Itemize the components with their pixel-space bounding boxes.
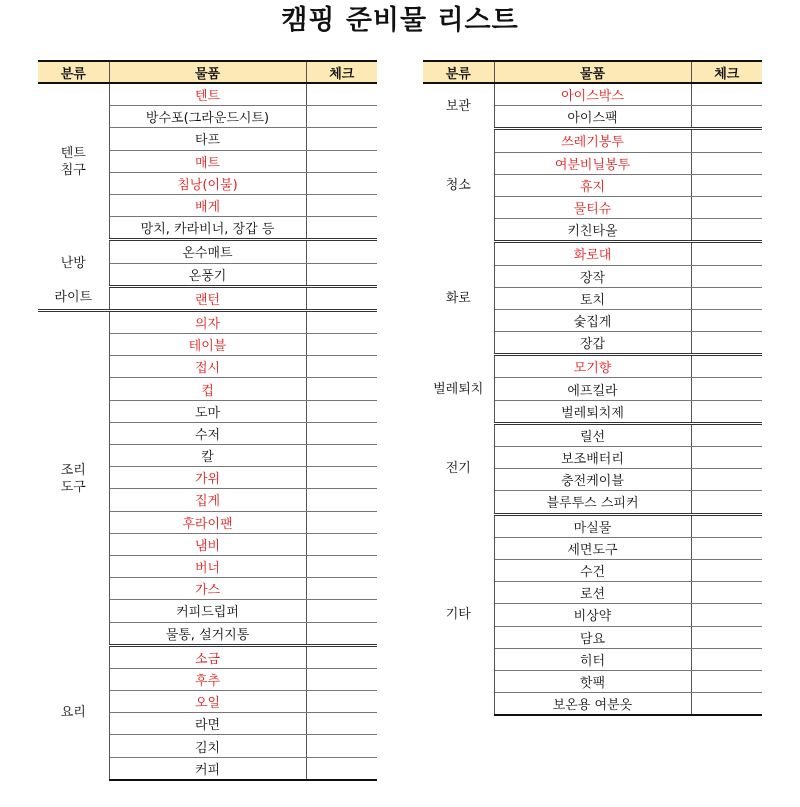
item-cell: 매트 [109,150,306,172]
item-cell: 접시 [109,356,306,378]
check-cell[interactable] [306,445,377,467]
check-cell[interactable] [306,422,377,444]
check-cell[interactable] [306,578,377,600]
right-checklist-table [423,60,762,716]
table-row [38,310,377,333]
check-cell[interactable] [306,489,377,511]
check-cell[interactable] [691,491,762,514]
item-cell: 수건 [494,559,691,581]
item-cell: 아이스팩 [494,106,691,129]
check-cell[interactable] [306,83,377,106]
item-cell: 배게 [109,194,306,216]
item-cell: 텐트 [109,83,306,106]
item-cell: 수저 [109,422,306,444]
item-cell: 키친타올 [494,219,691,242]
check-cell[interactable] [306,263,377,286]
table-row [423,355,762,378]
item-cell: 랜턴 [109,286,306,310]
check-cell[interactable] [691,423,762,446]
check-cell[interactable] [691,287,762,309]
table-row [38,645,377,668]
header-check: 체크 [691,61,762,83]
item-cell: 집게 [109,489,306,511]
check-cell[interactable] [306,400,377,422]
check-cell[interactable] [691,626,762,648]
check-cell[interactable] [306,735,377,757]
check-cell[interactable] [306,310,377,333]
check-cell[interactable] [306,600,377,622]
check-cell[interactable] [306,128,377,150]
item-cell: 후라이팬 [109,511,306,533]
item-cell: 도마 [109,400,306,422]
check-cell[interactable] [691,106,762,129]
check-cell[interactable] [691,242,762,265]
table-row [38,240,377,263]
item-cell: 마실물 [494,514,691,537]
item-cell: 에프킬라 [494,378,691,400]
item-cell: 보온용 여분옷 [494,693,691,716]
check-cell[interactable] [691,582,762,604]
item-cell: 가위 [109,467,306,489]
check-cell[interactable] [306,691,377,713]
check-cell[interactable] [691,693,762,716]
category-cell: 조리 도구 [38,310,109,645]
check-cell[interactable] [691,355,762,378]
check-cell[interactable] [691,447,762,469]
item-cell: 냄비 [109,533,306,555]
item-cell: 테이블 [109,334,306,356]
item-cell: 라면 [109,713,306,735]
item-cell: 보조배터리 [494,447,691,469]
item-cell: 담요 [494,626,691,648]
check-cell[interactable] [691,670,762,692]
check-cell[interactable] [691,196,762,218]
item-cell: 커피드립퍼 [109,600,306,622]
check-cell[interactable] [306,217,377,240]
item-cell: 후추 [109,668,306,690]
category-cell: 요리 [38,645,109,780]
category-cell: 전기 [423,423,494,514]
item-cell: 히터 [494,648,691,670]
item-cell: 릴선 [494,423,691,446]
item-cell: 타프 [109,128,306,150]
header-item: 물품 [494,61,691,83]
check-cell[interactable] [691,514,762,537]
item-cell: 쓰레기봉투 [494,129,691,152]
check-cell[interactable] [306,334,377,356]
item-cell: 숯집게 [494,309,691,331]
table-row [423,423,762,446]
item-cell: 방수포(그라운드시트) [109,106,306,128]
category-cell: 기타 [423,514,494,715]
check-cell[interactable] [691,604,762,626]
check-cell[interactable] [306,622,377,645]
check-cell[interactable] [691,400,762,423]
item-cell: 온풍기 [109,263,306,286]
header-item: 물품 [109,61,306,83]
item-cell: 커피 [109,757,306,780]
item-cell: 로션 [494,582,691,604]
category-cell: 보관 [423,83,494,129]
header-check: 체크 [306,61,377,83]
check-cell[interactable] [691,378,762,400]
category-cell: 난방 [38,240,109,286]
item-cell: 물티슈 [494,196,691,218]
item-cell: 모기향 [494,355,691,378]
item-cell: 아이스박스 [494,83,691,106]
check-cell[interactable] [691,537,762,559]
check-cell[interactable] [306,668,377,690]
check-cell[interactable] [306,286,377,310]
check-cell[interactable] [691,648,762,670]
category-cell: 라이트 [38,286,109,310]
left-checklist-table [38,60,377,781]
item-cell: 핫팩 [494,670,691,692]
item-cell: 토치 [494,287,691,309]
category-cell: 벌레퇴치 [423,355,494,424]
check-cell[interactable] [691,174,762,196]
check-cell[interactable] [306,467,377,489]
item-cell: 여분비닐봉투 [494,152,691,174]
table-row [423,514,762,537]
table-row [38,83,377,106]
item-cell: 가스 [109,578,306,600]
category-cell: 화로 [423,242,494,355]
item-cell: 오일 [109,691,306,713]
check-cell[interactable] [691,469,762,491]
check-cell[interactable] [306,757,377,780]
page-title: 캠핑 준비물 리스트 [281,5,519,36]
item-cell: 물통, 설거지통 [109,622,306,645]
table-row [423,242,762,265]
check-cell[interactable] [691,129,762,152]
header-row [38,61,377,83]
item-cell: 망치, 카라비너, 장갑 등 [109,217,306,240]
item-cell: 화로대 [494,242,691,265]
item-cell: 칼 [109,445,306,467]
item-cell: 블루투스 스피커 [494,491,691,514]
item-cell: 의자 [109,310,306,333]
item-cell: 휴지 [494,174,691,196]
item-cell: 컵 [109,378,306,400]
header-category: 분류 [423,61,494,83]
check-cell[interactable] [691,219,762,242]
check-cell[interactable] [306,194,377,216]
check-cell[interactable] [306,240,377,263]
header-row [423,61,762,83]
table-row [423,129,762,152]
check-cell[interactable] [691,83,762,106]
check-cell[interactable] [306,533,377,555]
item-cell: 온수매트 [109,240,306,263]
check-cell[interactable] [306,106,377,128]
item-cell: 벌레퇴치제 [494,400,691,423]
check-cell[interactable] [306,356,377,378]
category-cell: 텐트 침구 [38,83,109,240]
check-cell[interactable] [306,172,377,194]
item-cell: 장갑 [494,332,691,355]
item-cell: 김치 [109,735,306,757]
check-cell[interactable] [306,713,377,735]
check-cell[interactable] [306,150,377,172]
check-cell[interactable] [306,511,377,533]
check-cell[interactable] [306,645,377,668]
item-cell: 충전케이블 [494,469,691,491]
table-row [423,83,762,106]
check-cell[interactable] [306,555,377,577]
check-cell[interactable] [691,309,762,331]
check-cell[interactable] [691,559,762,581]
item-cell: 버너 [109,555,306,577]
item-cell: 침낭(이불) [109,172,306,194]
item-cell: 비상약 [494,604,691,626]
check-cell[interactable] [691,332,762,355]
check-cell[interactable] [691,152,762,174]
check-cell[interactable] [306,378,377,400]
header-category: 분류 [38,61,109,83]
table-row [38,286,377,310]
item-cell: 소금 [109,645,306,668]
check-cell[interactable] [691,265,762,287]
item-cell: 장작 [494,265,691,287]
item-cell: 세면도구 [494,537,691,559]
category-cell: 청소 [423,129,494,242]
